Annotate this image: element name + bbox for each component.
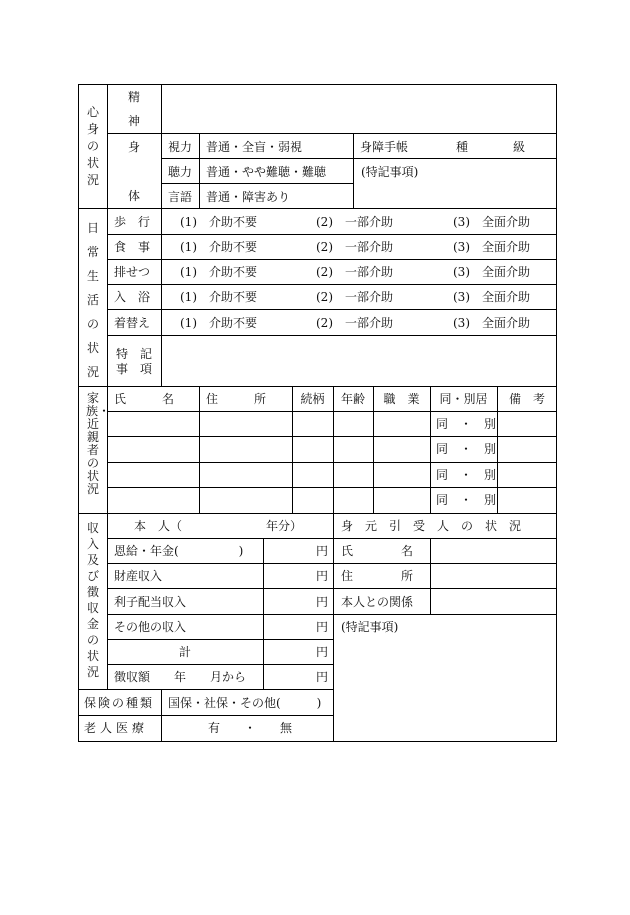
daily-section-label: 日常生活の状況 — [86, 221, 99, 379]
daily-row-toilet-opt1[interactable]: (1) 介助不要 — [180, 265, 257, 279]
daily-row-walk-opt3[interactable]: (3) 全面介助 — [453, 215, 530, 229]
daily-row-dress-opt2[interactable]: (2) 一部介助 — [316, 316, 393, 330]
family-header-address: 住 所 — [206, 392, 267, 406]
daily-row-bath-opt2[interactable]: (2) 一部介助 — [316, 290, 393, 304]
daily-row-toilet-opt3[interactable]: (3) 全面介助 — [453, 265, 530, 279]
family-row-4-living[interactable]: 同 ・ 別 — [436, 493, 497, 507]
family-header-relation: 続柄 — [300, 392, 325, 406]
daily-row-walk-opt2[interactable]: (2) 一部介助 — [316, 215, 393, 229]
mental-input-area[interactable] — [166, 90, 552, 128]
guarantor-address-label: 住 所 — [341, 569, 414, 583]
daily-row-toilet-opt2[interactable]: (2) 一部介助 — [316, 265, 393, 279]
family-row-3-living[interactable]: 同 ・ 別 — [436, 468, 497, 482]
insurance-options[interactable]: 国保・社保・その他( ) — [168, 696, 322, 710]
income-item-property: 財産収入 — [114, 569, 163, 583]
daily-row-meal-opt2[interactable]: (2) 一部介助 — [316, 240, 393, 254]
income-person-header: 本 人（ 年分） — [134, 519, 303, 533]
mental-label-2: 神 — [127, 114, 140, 128]
income-item-pension-unit: 円 — [316, 544, 329, 558]
income-item-collection: 徴収額 年 月から — [114, 670, 247, 684]
income-section-label: 収入及び徴収金の状況 — [86, 521, 99, 679]
income-item-total: 計 — [178, 645, 191, 659]
hearing-options[interactable]: 普通・やや難聴・難聴 — [206, 165, 327, 179]
family-header-name: 氏 名 — [114, 392, 175, 406]
daily-row-walk-opt1[interactable]: (1) 介助不要 — [180, 215, 257, 229]
guarantor-header: 身 元 引 受 人 の 状 況 — [341, 519, 522, 533]
income-item-interest-unit: 円 — [316, 595, 329, 609]
family-header-age: 年齢 — [340, 392, 365, 406]
elderly-medical-options[interactable]: 有 ・ 無 — [208, 721, 293, 735]
body-label-2: 体 — [127, 189, 140, 203]
income-item-property-unit: 円 — [316, 569, 329, 583]
handbook-grade-label: 級 — [513, 140, 526, 154]
daily-row-dress-opt1[interactable]: (1) 介助不要 — [180, 316, 257, 330]
daily-row-meal-name: 食 事 — [114, 240, 151, 254]
guarantor-notes-label: (特記事項) — [341, 620, 399, 634]
income-item-pension: 恩給・年金( ) — [114, 544, 244, 558]
family-row-2-living[interactable]: 同 ・ 別 — [436, 442, 497, 456]
mind-body-notes-label: (特記事項) — [361, 165, 419, 179]
insurance-label: 保険の種類 — [84, 696, 155, 710]
income-item-interest: 利子配当収入 — [114, 595, 187, 609]
income-item-collection-unit: 円 — [316, 670, 329, 684]
family-section-label: 家族・近親者の状況 — [86, 391, 111, 496]
vision-label: 視力 — [168, 140, 193, 154]
handbook-type-label: 種 — [456, 140, 469, 154]
daily-row-bath-name: 入 浴 — [114, 290, 151, 304]
daily-row-bath-opt1[interactable]: (1) 介助不要 — [180, 290, 257, 304]
family-header-living: 同・別居 — [439, 392, 488, 406]
handbook-label: 身障手帳 — [360, 140, 409, 154]
vision-options[interactable]: 普通・全盲・弱視 — [206, 140, 303, 154]
guarantor-name-label: 氏 名 — [341, 544, 414, 558]
speech-label: 言語 — [168, 190, 193, 204]
daily-row-meal-opt1[interactable]: (1) 介助不要 — [180, 240, 257, 254]
family-row-1-living[interactable]: 同 ・ 別 — [436, 417, 497, 431]
income-item-other-unit: 円 — [316, 620, 329, 634]
speech-options[interactable]: 普通・障害あり — [206, 190, 291, 204]
elderly-medical-label: 老人医療 — [84, 721, 149, 735]
daily-row-walk-name: 歩 行 — [114, 215, 151, 229]
guarantor-relation-label: 本人との関係 — [341, 595, 414, 609]
mental-label-1: 精 — [127, 90, 140, 104]
daily-special-label-2: 事 項 — [116, 362, 153, 376]
mind-body-section-label: 心身の状況 — [86, 105, 99, 187]
daily-row-dress-opt3[interactable]: (3) 全面介助 — [453, 316, 530, 330]
family-header-remarks: 備 考 — [508, 392, 545, 406]
daily-row-toilet-name: 排せつ — [114, 265, 151, 279]
family-header-job: 職 業 — [383, 392, 420, 406]
daily-special-label-1: 特 記 — [116, 347, 153, 361]
daily-row-meal-opt3[interactable]: (3) 全面介助 — [453, 240, 530, 254]
body-label-1: 身 — [127, 140, 140, 154]
income-item-total-unit: 円 — [316, 645, 329, 659]
daily-row-dress-name: 着替え — [114, 316, 151, 330]
hearing-label: 聴力 — [168, 165, 193, 179]
daily-row-bath-opt3[interactable]: (3) 全面介助 — [453, 290, 530, 304]
income-item-other: その他の収入 — [114, 620, 187, 634]
